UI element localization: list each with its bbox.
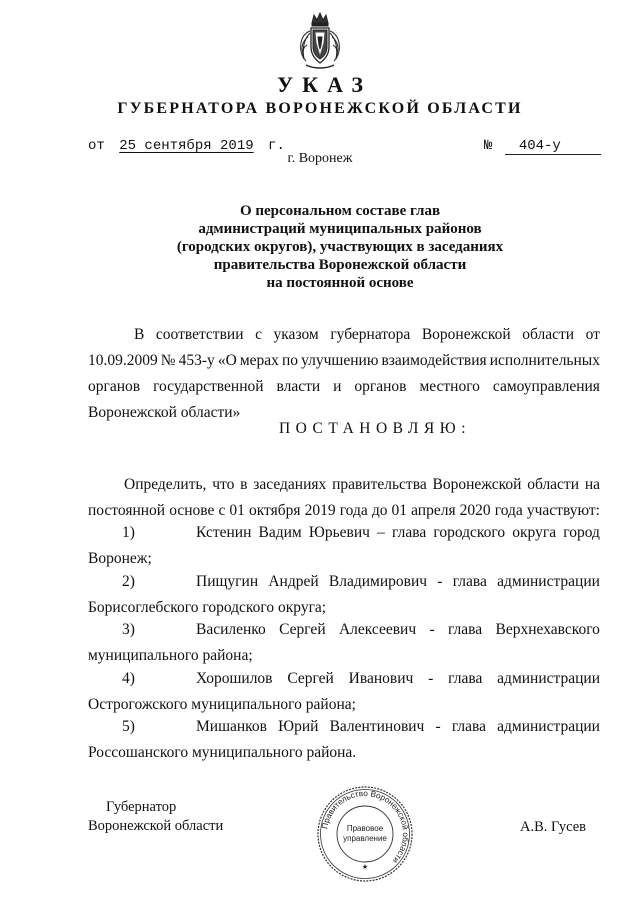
date-prefix: от <box>88 138 105 154</box>
word: администрации <box>497 718 600 735</box>
preamble-line <box>88 348 600 374</box>
list-item-text <box>196 617 600 643</box>
list-item-continuation: Россошанского муниципального района. <box>88 744 357 761</box>
document-title <box>120 202 560 292</box>
word: Мишанков <box>196 718 267 735</box>
word: Кстенин <box>196 524 252 541</box>
word: – <box>377 524 385 541</box>
word: глава <box>448 670 483 687</box>
word: государственной <box>153 378 264 395</box>
word: улучшению <box>301 352 379 369</box>
word: октября <box>248 502 301 519</box>
word: в <box>240 476 248 493</box>
word: мерах <box>239 352 279 369</box>
word: Юрьевич <box>308 524 370 541</box>
word: соответствии <box>155 326 244 343</box>
list-item-continuation: Воронеж; <box>88 550 152 567</box>
word: Воронежской <box>432 476 522 493</box>
coat-of-arms-icon <box>290 9 350 71</box>
decree-city: г. Воронеж <box>287 151 353 166</box>
word: основе <box>169 502 215 519</box>
title-line: правительства Воронежской области <box>213 257 467 273</box>
list-item-text <box>196 714 600 740</box>
word: области <box>527 476 580 493</box>
word: Вадим <box>258 524 302 541</box>
word: года <box>339 502 368 519</box>
list-item-number: 3) <box>122 621 135 638</box>
word: исполнительных <box>489 352 600 369</box>
word: и <box>333 378 342 395</box>
word: 453-у <box>178 352 215 369</box>
decree-issuer: ГУБЕРНАТОРА ВОРОНЕЖСКОЙ ОБЛАСТИ <box>117 100 523 117</box>
preamble-line <box>88 322 600 348</box>
word: апреля <box>411 502 456 519</box>
word: что <box>212 476 235 493</box>
decision-line <box>88 472 600 498</box>
stamp-center-line: управление <box>343 834 387 843</box>
word: - <box>428 670 434 687</box>
date-value: 25 сентября 2019 <box>119 138 254 154</box>
list-item-text <box>196 520 600 546</box>
signature-position-line: Воронежской области <box>88 818 224 834</box>
word: Иванович <box>348 670 414 687</box>
list-item <box>88 666 600 718</box>
word: Василенко <box>196 621 266 638</box>
word: Пищугин <box>196 573 259 590</box>
list-item-number: 1) <box>122 524 135 541</box>
word: Воронежской <box>421 326 511 343</box>
word: глава <box>447 621 483 638</box>
word: области <box>522 326 575 343</box>
signature-position <box>88 798 223 836</box>
word: Алексеевич <box>338 621 417 638</box>
word: 10.09.2009 <box>88 352 158 369</box>
list-item <box>88 520 600 572</box>
word: - <box>429 621 435 638</box>
word: года <box>494 502 523 519</box>
word: по <box>281 352 299 369</box>
preamble-line <box>88 374 600 400</box>
stamp-star-icon: ★ <box>361 864 369 871</box>
stamp-ring-text: Правительство Воронежской области <box>320 788 411 865</box>
word: № <box>160 352 176 369</box>
word: глава <box>392 524 427 541</box>
word: - <box>435 718 441 735</box>
word: заседаниях <box>253 476 327 493</box>
word: Сергей <box>279 621 326 638</box>
title-line: О персональном составе глав <box>239 203 441 219</box>
list-item-number: 2) <box>122 573 135 590</box>
decision-paragraph <box>88 472 600 524</box>
word: округа <box>512 524 557 541</box>
word: с <box>255 326 262 343</box>
word: Хорошилов <box>196 670 273 687</box>
word: органов <box>88 378 141 395</box>
word: правительства <box>332 476 427 493</box>
word: 2020 <box>459 502 491 519</box>
signature-name: А.В. Гусев <box>520 819 586 835</box>
word: губернатора <box>330 326 411 343</box>
word: местного <box>419 378 480 395</box>
word: на <box>584 476 600 493</box>
word: 2019 <box>304 502 336 519</box>
word: 01 <box>391 502 408 519</box>
word: до <box>371 502 388 519</box>
list-item-number: 5) <box>122 718 135 735</box>
word: самоуправления <box>492 378 600 395</box>
list-item-text <box>196 569 600 595</box>
list-item <box>88 714 600 766</box>
word: «О <box>217 352 237 369</box>
word: 01 <box>229 502 245 519</box>
word: Валентинович <box>329 718 425 735</box>
list-item-continuation: Борисоглебского городского округа; <box>88 599 327 616</box>
word: Определить, <box>124 476 207 493</box>
word: - <box>437 573 443 590</box>
signature-position-line: Губернатор <box>106 799 177 815</box>
date-suffix: г. <box>268 138 285 154</box>
list-item <box>88 569 600 621</box>
word: глава <box>452 573 487 590</box>
word: указом <box>273 326 319 343</box>
decree-type-title: УКАЗ <box>276 72 373 97</box>
word: от <box>585 326 600 343</box>
word: Верхнехавского <box>495 621 600 638</box>
list-item <box>88 617 600 669</box>
word: глава <box>451 718 486 735</box>
list-item-text <box>196 666 600 692</box>
list-item-continuation: муниципального района; <box>88 647 253 664</box>
word: администрации <box>497 573 600 590</box>
title-line: на постоянной основе <box>266 275 414 291</box>
word: участвуют: <box>526 502 600 519</box>
word: постоянной <box>88 502 166 519</box>
word: взаимодействия <box>381 352 487 369</box>
preamble-paragraph <box>88 322 600 426</box>
title-line: администраций муниципальных районов <box>198 221 482 237</box>
decree-word: ПОСТАНОВЛЯЮ: <box>278 420 472 437</box>
number-value: 404-у <box>505 138 601 155</box>
word: Юрий <box>278 718 319 735</box>
word: власти <box>276 378 321 395</box>
word: администрации <box>497 670 600 687</box>
word: органов <box>354 378 407 395</box>
word: Владимирович <box>328 573 428 590</box>
word: с <box>218 502 226 519</box>
stamp-center-line: Правовое <box>346 824 384 833</box>
number-prefix: № <box>484 138 493 154</box>
word: Андрей <box>268 573 319 590</box>
preamble-line: Воронежской области» <box>88 404 241 421</box>
word: город <box>563 524 600 541</box>
word: Сергей <box>287 670 334 687</box>
title-line: (городских округов), участвующих в заседаниях <box>176 239 504 255</box>
list-item-continuation: Острогожского муниципального района; <box>88 696 356 713</box>
list-item-number: 4) <box>122 670 135 687</box>
official-stamp <box>315 784 415 884</box>
word: В <box>134 326 145 343</box>
word: городского <box>433 524 506 541</box>
